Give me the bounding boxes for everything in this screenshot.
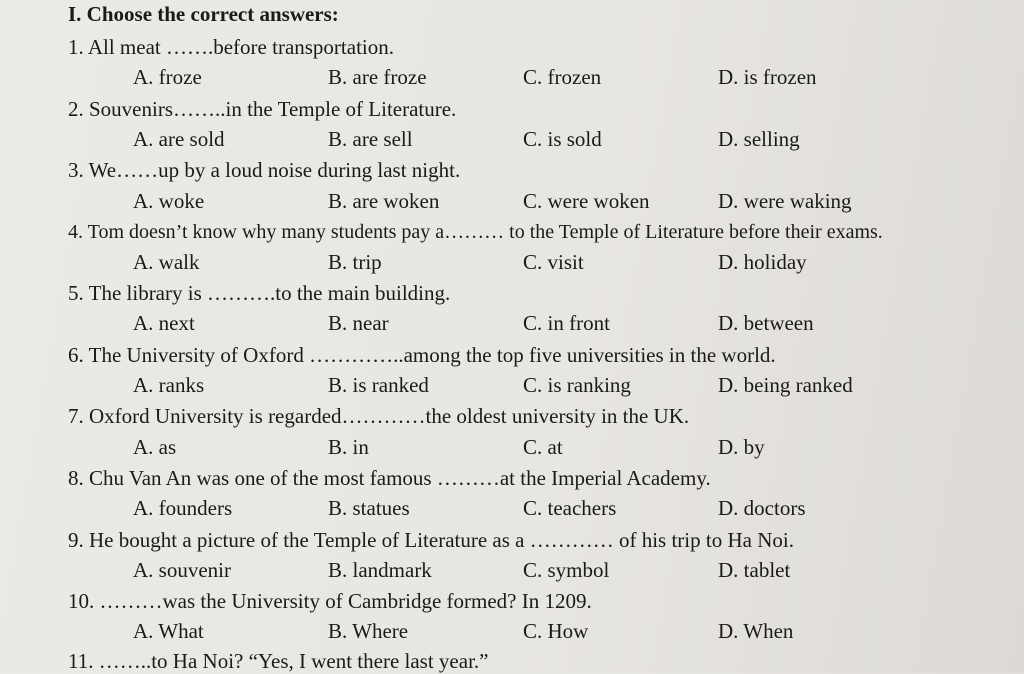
option-c: C. visit: [523, 250, 584, 274]
option-a: A. woke: [133, 189, 205, 213]
options-4: [0, 249, 1024, 275]
option-a: A. ranks: [133, 373, 205, 397]
option-c: C. symbol: [523, 558, 610, 582]
option-b: B. near: [328, 311, 389, 335]
option-b: B. Where: [328, 619, 409, 643]
options-7: [0, 434, 1024, 460]
options-10: [0, 618, 1024, 644]
option-c: C. is ranking: [523, 373, 631, 397]
option-c: C. were woken: [523, 189, 650, 213]
question-6: 6. The University of Oxford …………..among the top five universities in the world.: [68, 343, 776, 367]
option-d: D. were waking: [718, 189, 852, 213]
option-d: D. doctors: [718, 496, 806, 520]
option-d: D. by: [718, 435, 765, 459]
option-c: C. frozen: [523, 65, 602, 89]
question-3: 3. We……up by a loud noise during last night.: [68, 158, 461, 182]
question-9: 9. He bought a picture of the Temple of Literature as a ………… of his trip to Ha Noi.: [68, 528, 794, 552]
option-d: D. between: [718, 311, 814, 335]
question-8: 8. Chu Van An was one of the most famous ………at the Imperial Academy.: [68, 466, 711, 490]
options-9: [0, 557, 1024, 583]
question-10: 10. ………was the University of Cambridge formed? In 1209.: [68, 589, 592, 613]
question-2: 2. Souvenirs……..in the Temple of Literature.: [68, 97, 457, 121]
option-c: C. How: [523, 619, 589, 643]
option-b: B. trip: [328, 250, 382, 274]
option-b: B. are woken: [328, 189, 440, 213]
question-7: 7. Oxford University is regarded…………the oldest university in the UK.: [68, 404, 690, 428]
option-b: B. landmark: [328, 558, 432, 582]
options-6: [0, 372, 1024, 398]
option-c: C. is sold: [523, 127, 602, 151]
option-b: B. are sell: [328, 127, 413, 151]
option-a: A. walk: [133, 250, 200, 274]
option-a: A. next: [133, 311, 195, 335]
option-c: C. in front: [523, 311, 610, 335]
option-b: B. is ranked: [328, 373, 429, 397]
option-a: A. are sold: [133, 127, 225, 151]
option-b: B. statues: [328, 496, 410, 520]
question-4: 4. Tom doesn’t know why many students pay a……… to the Temple of Literature before their exams.: [68, 221, 883, 243]
options-8: [0, 495, 1024, 521]
option-d: D. holiday: [718, 250, 807, 274]
question-5: 5. The library is ……….to the main building.: [68, 281, 451, 305]
option-a: A. What: [133, 619, 204, 643]
options-2: [0, 126, 1024, 152]
options-5: [0, 310, 1024, 336]
option-c: C. at: [523, 435, 563, 459]
section-heading: I. Choose the correct answers:: [68, 2, 339, 26]
question-1: 1. All meat …….before transportation.: [68, 35, 395, 59]
options-3: [0, 188, 1024, 214]
option-d: D. tablet: [718, 558, 791, 582]
question-11: 11. ……..to Ha Noi? “Yes, I went there last year.”: [68, 649, 489, 673]
option-a: A. as: [133, 435, 177, 459]
option-d: D. being ranked: [718, 373, 853, 397]
option-b: B. are froze: [328, 65, 427, 89]
option-a: A. souvenir: [133, 558, 231, 582]
options-1: [0, 64, 1024, 90]
option-c: C. teachers: [523, 496, 617, 520]
option-a: A. froze: [133, 65, 202, 89]
option-b: B. in: [328, 435, 369, 459]
option-d: D. is frozen: [718, 65, 817, 89]
option-d: D. When: [718, 619, 794, 643]
option-a: A. founders: [133, 496, 233, 520]
option-d: D. selling: [718, 127, 800, 151]
